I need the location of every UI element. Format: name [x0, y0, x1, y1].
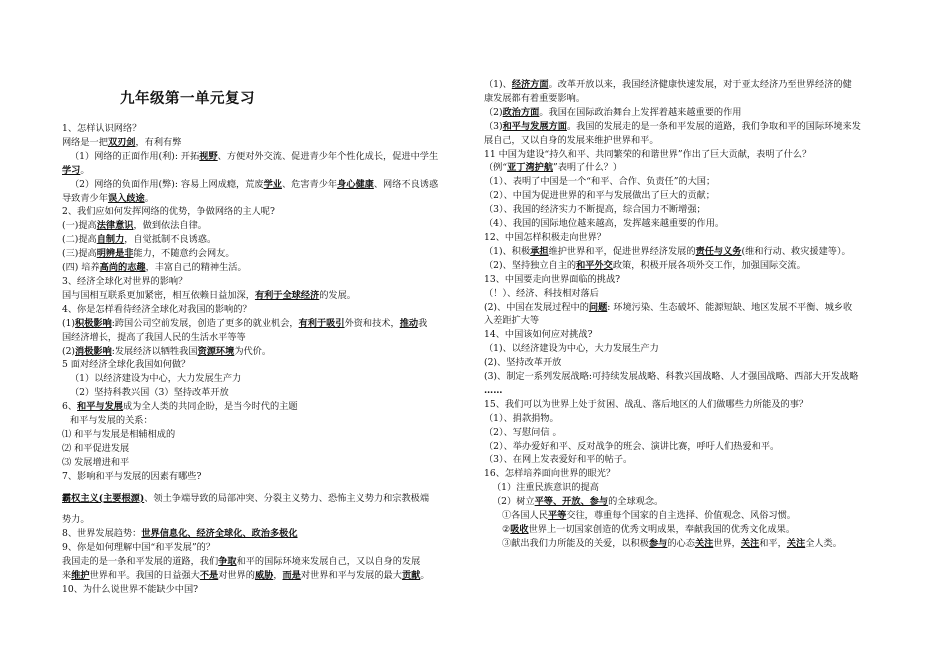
text-line [62, 442, 472, 456]
text-line [484, 481, 902, 495]
emphasized-term: 误入歧途 [107, 192, 145, 204]
text-segment: 的心态 [667, 537, 695, 549]
text-line [484, 509, 902, 523]
emphasized-term: 不是 [199, 570, 219, 582]
text-segment: （2）、写慰问信 。 [484, 426, 562, 438]
text-line [62, 372, 472, 386]
emphasized-term: 和平与发展 [77, 401, 123, 413]
text-segment: 对世界的 [218, 570, 255, 582]
text-line [62, 275, 472, 289]
text-line [62, 247, 472, 261]
emphasized-term: 和平外交 [576, 259, 613, 271]
text-segment: （2）树立 [492, 496, 535, 508]
text-segment: 5 面对经济全球化我国如何做？ [62, 359, 191, 371]
text-segment: : 环境污染、生态破坏、能源短缺、地区发展不平衡、城乡收 [607, 301, 853, 313]
emphasized-term: 积极影响 [75, 317, 112, 329]
text-segment: 国经济增长，提高了我国人民的生活水平等等 [62, 331, 246, 343]
emphasized-term: 吸收 [510, 524, 529, 535]
text-line [62, 164, 472, 178]
text-segment: 2、我们应如何发挥网络的优势，争做网络的主人呢? [62, 206, 275, 218]
emphasized-term: 推动 [399, 317, 419, 329]
text-segment: ② [502, 524, 511, 535]
text-segment: 。 [144, 192, 154, 204]
text-segment: （2）网络的负面作用(弊): 容易上网成瘾，荒废 [70, 178, 264, 190]
text-line [62, 261, 472, 275]
text-segment: ，丰富自己的精神生活。 [145, 262, 247, 274]
text-segment: （2）、举办爱好和平、反对战争的班会、演讲比赛，呼吁人们热爱和平。 [484, 440, 780, 452]
text-segment: 的发展。 [319, 289, 356, 301]
line-spacer [62, 505, 472, 513]
text-segment: （1)、 [484, 79, 512, 90]
text-segment: 的全球观念。 [608, 496, 664, 508]
text-segment: 。改革开放以来，我国经济健康快速发展，对于亚太经济乃至世界经济的健 [548, 79, 852, 90]
text-segment: 12、中国怎样积极走向世界？ [484, 231, 606, 243]
text-segment: 13、中国要走向世界面临的挑战? [484, 273, 621, 285]
text-line [62, 233, 472, 247]
text-line [62, 541, 472, 555]
text-line [62, 569, 472, 583]
text-segment: 世界， [713, 537, 741, 549]
text-segment: (二)提高 [62, 234, 97, 246]
text-segment: 、危害青少年 [281, 178, 338, 190]
text-segment: 14、中国该如何应对挑战? [484, 329, 593, 341]
text-segment: 7、影响和平与发展的因素有哪些? [62, 470, 202, 482]
text-segment: (三)提高 [62, 248, 97, 260]
text-line [62, 219, 472, 233]
text-line [484, 78, 902, 92]
text-segment: (2)、中国在发展过程中的 [484, 301, 589, 313]
text-segment: 和平与发展的关系： [70, 415, 153, 427]
text-line [484, 106, 902, 120]
text-line [484, 273, 902, 287]
text-segment: （1）、表明了中国是一个“和平、合作、负责任”的大国； [484, 176, 716, 188]
text-segment: （1）、捐款捐物。 [484, 412, 559, 424]
text-segment: （2) [484, 106, 503, 118]
text-line [484, 537, 902, 551]
line-spacer [62, 484, 472, 492]
left-column [62, 122, 472, 597]
emphasized-term: 有利于全球经济 [254, 289, 320, 301]
text-segment: 外资和技术， [344, 317, 400, 329]
right-column [484, 78, 902, 551]
text-line [62, 122, 472, 136]
emphasized-term: 明辨是非 [96, 248, 134, 260]
text-segment: 能力，不随意约会网友。 [133, 248, 235, 260]
emphasized-term: 自制力 [96, 234, 125, 246]
text-line [484, 231, 902, 245]
text-segment: 11 中国为建设“持久和平、共同繁荣的和谐世界”作出了巨大贡献，表明了什么？ [484, 148, 812, 160]
text-segment: ，有利有弊 [135, 136, 182, 148]
text-line [62, 583, 472, 597]
text-line [484, 426, 902, 440]
text-segment: 、网络不良诱惑 [373, 178, 439, 190]
emphasized-term: 贡献 [401, 570, 421, 582]
text-line [62, 470, 472, 484]
text-segment: ⑵ 和平促进发展 [62, 442, 130, 454]
text-segment: 16、怎样培养面向世界的眼光？ [484, 468, 616, 480]
text-segment: 。我国的发展走的是一条和平发展的道路，我们争取和平的国际环境来发 [566, 120, 861, 132]
text-line [484, 370, 902, 384]
text-segment: 15、我们可以为世界上处于贫困、战乱、落后地区的人们做哪些力所能及的事？ [484, 398, 809, 410]
text-segment: 导致青少年 [62, 192, 108, 204]
emphasized-term: 双刃剑 [107, 136, 136, 148]
text-line [484, 161, 902, 175]
text-segment: (2) [62, 345, 76, 357]
text-segment: 。 [420, 570, 430, 582]
text-segment: 势力。 [62, 514, 90, 526]
text-line [484, 467, 902, 481]
text-line [62, 386, 472, 400]
text-segment: 6、 [62, 401, 78, 413]
emphasized-term: 承担 [530, 245, 549, 257]
text-segment: :发展经济以牺牲我国 [111, 345, 198, 357]
text-line [484, 134, 902, 148]
text-segment: 3、经济全球化对世界的影响？ [62, 275, 188, 287]
text-segment: 、方便对外交流、促进青少年个性化成长，促进中学生 [217, 150, 439, 162]
text-line [62, 289, 472, 303]
text-segment: ，自觉抵制不良诱惑。 [124, 234, 217, 246]
text-line [484, 148, 902, 162]
text-segment: 9、你是如何理解中国“和平发展”的？ [62, 542, 216, 554]
emphasized-term: 关注 [786, 537, 806, 549]
text-line [484, 189, 902, 203]
text-line [484, 495, 902, 509]
text-segment: （1）网络的正面作用(利): 开拓 [70, 150, 200, 162]
emphasized-term: 亚丁湾护航 [507, 162, 554, 174]
text-segment: ”表明了什么？） [553, 162, 623, 174]
text-line [62, 358, 472, 372]
text-segment: （2）坚持科教兴国（3）坚持改革开放 [70, 387, 229, 399]
emphasized-term: 关注 [740, 537, 760, 549]
text-segment: (2)、坚持改革开放 [484, 357, 562, 369]
text-line [484, 259, 902, 273]
text-segment: （例“ [484, 162, 508, 174]
emphasized-term: 霸权主义(主要根源) [62, 492, 145, 504]
text-segment: ①各国人民 [502, 510, 548, 522]
text-line [62, 555, 472, 569]
emphasized-term: 消极影响 [75, 345, 112, 357]
text-segment: 对世界和平与发展的最大 [300, 570, 402, 582]
text-segment: (3)、制定一系列发展战略:可持续发展战略、科教兴国战略、人才强国战略、西部大开发战略 [484, 371, 859, 383]
text-line [62, 527, 472, 541]
text-segment: 全人类。 [805, 537, 842, 549]
text-segment: 维护世界和平，促进世界经济发展的 [548, 245, 696, 257]
text-segment: :跨国公司空前发展，创造了更多的就业机会， [111, 317, 299, 329]
text-segment: （1)、积极 [484, 245, 531, 257]
page-title: 九年级第一单元复习 [120, 91, 255, 107]
emphasized-term: 责任与义务 [695, 245, 742, 257]
emphasized-term: 世界信息化、经济全球化、政治多极化 [141, 528, 298, 540]
emphasized-term: 问题 [588, 301, 608, 313]
emphasized-term: 法律意识 [96, 220, 134, 232]
text-line [62, 345, 472, 359]
text-segment: 。 [80, 164, 90, 176]
text-segment: （3) [484, 120, 503, 132]
text-segment: （1)、以经济建设为中心，大力发展生产力 [484, 343, 659, 355]
text-segment: (四) 培养 [62, 262, 100, 274]
text-segment: 4、你是怎样看待经济全球化对我国的影响的？ [62, 303, 252, 315]
emphasized-term: 高尚的志趣 [99, 262, 146, 274]
text-segment: 政策，积极开展各项外交工作，加强国际交流。 [612, 259, 806, 271]
text-segment: ③献出我们力所能及的关爱，以积极 [502, 537, 649, 549]
text-line [62, 317, 472, 331]
text-segment: 康发展都有着重要影响。 [484, 92, 586, 104]
text-segment: 网络是一把 [62, 136, 108, 148]
text-line [484, 356, 902, 370]
text-line [484, 287, 902, 301]
text-segment: 8、世界发展趋势： [62, 528, 142, 540]
text-line [62, 513, 472, 527]
text-segment: 来 [62, 570, 72, 582]
text-segment: ，做到依法自律。 [133, 220, 207, 232]
text-segment: 世界和平。我国的日益强大 [89, 570, 200, 582]
text-segment: 、领土争端导致的局部冲突、分裂主义势力、恐怖主义势力和宗教极端 [144, 492, 430, 504]
text-segment: 我国走的是一条和平发展的道路，我们 [62, 556, 219, 568]
text-segment: （1）以经济建设为中心，大力发展生产力 [70, 373, 242, 385]
text-segment: 和平， [759, 537, 787, 549]
text-line [62, 414, 472, 428]
emphasized-term: 关注 [694, 537, 714, 549]
text-line [484, 314, 902, 328]
text-line [484, 384, 902, 398]
text-segment: ， [273, 570, 283, 582]
text-line [484, 217, 902, 231]
text-segment: 入差距扩大等 [484, 315, 540, 327]
text-line [62, 456, 472, 470]
text-segment: 展自己，又以自身的发展来维护世界和平。 [484, 134, 659, 146]
emphasized-term: 学业 [263, 178, 282, 190]
text-line [484, 245, 902, 259]
text-line [62, 428, 472, 442]
text-segment: 国与国相互联系更加紧密，相互依赖日益加深， [62, 289, 255, 301]
text-line [484, 92, 902, 106]
text-line [484, 453, 902, 467]
text-segment: ⑶ 发展增进和平 [62, 456, 130, 468]
text-segment: 世界上一切国家创造的优秀文明成果，奉献我国的优秀文化成果。 [528, 524, 796, 535]
text-line [484, 412, 902, 426]
text-segment: (1) [62, 317, 76, 329]
text-line [484, 175, 902, 189]
text-segment: ⑴ 和平与发展是相辅相成的 [62, 428, 176, 440]
text-segment: （3）、我国的经济实力不断提高，综合国力不断增强； [484, 204, 706, 216]
text-line [62, 303, 472, 317]
text-segment: 和平的国际环境来发展自己，又以自身的发展 [236, 556, 421, 568]
text-segment: 我 [418, 317, 428, 329]
text-line [484, 398, 902, 412]
text-line [484, 440, 902, 454]
text-segment: （！）、经济、科技相对落后 [484, 287, 599, 299]
emphasized-term: 资源环境 [197, 345, 235, 357]
text-line [484, 301, 902, 315]
text-segment: （1）注重民族意识的提高 [492, 482, 599, 494]
emphasized-term: 威胁 [254, 570, 274, 582]
text-segment: …… [484, 384, 503, 396]
text-line [62, 192, 472, 206]
text-segment: （2)、坚持独立自主的 [484, 259, 577, 271]
text-line [484, 203, 902, 217]
text-line [484, 523, 902, 537]
text-segment: （4）、我国的国际地位越来越高，发挥越来越重要的作用。 [484, 218, 725, 230]
emphasized-term: 和平与发展方面 [502, 120, 567, 132]
text-segment: 交往，尊重每个国家的自主选择、价值观念、风俗习惯。 [566, 510, 796, 522]
text-segment: 成为全人类的共同企盼，是当今时代的主题 [122, 401, 298, 413]
text-segment: （3）、在网上发表爱好和平的帖子。 [484, 454, 633, 466]
text-segment: （2）、中国为促进世界的和平与发展做出了巨大的贡献； [484, 190, 715, 202]
text-line [62, 331, 472, 345]
emphasized-term: 视野 [199, 150, 218, 162]
emphasized-term: 而是 [282, 570, 301, 582]
text-segment: (一)提高 [62, 220, 97, 232]
text-line [62, 205, 472, 219]
emphasized-term: 维护 [71, 570, 90, 582]
text-segment: 。我国在国际政治舞台上发挥着越来越重要的作用 [539, 106, 742, 118]
text-segment: 10、为什么说世界不能缺少中国? [62, 584, 199, 595]
text-segment: 1、怎样认识网络？ [62, 123, 142, 134]
text-segment: 为代价。 [234, 345, 272, 357]
text-line [484, 328, 902, 342]
text-line [62, 136, 472, 150]
text-line [62, 400, 472, 414]
text-line [484, 342, 902, 356]
text-line [62, 150, 472, 164]
text-line [484, 120, 902, 134]
emphasized-term: 经济方面 [511, 79, 549, 90]
text-line [62, 178, 472, 192]
emphasized-term: 政治方面 [502, 106, 540, 118]
emphasized-term: 平等 [547, 510, 567, 522]
text-line [62, 492, 472, 506]
emphasized-term: 参与 [649, 537, 668, 549]
emphasized-term: 有利于吸引 [298, 317, 345, 329]
emphasized-term: 争取 [218, 556, 237, 568]
emphasized-term: 学习 [62, 164, 81, 176]
emphasized-term: 平等、开放、参与 [534, 496, 609, 508]
emphasized-term: 身心健康 [337, 178, 374, 190]
text-segment: (维和行动、救灾援建等）。 [741, 245, 851, 257]
